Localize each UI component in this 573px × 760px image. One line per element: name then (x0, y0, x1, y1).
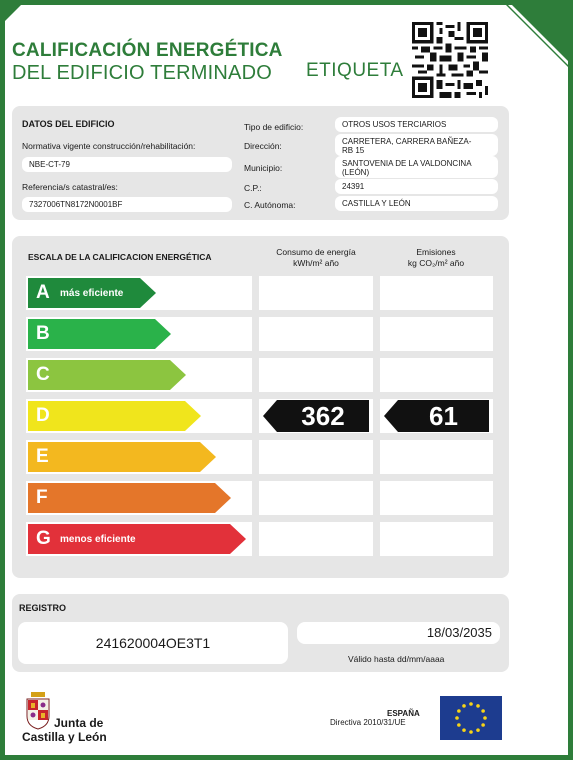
eu-star (469, 702, 473, 706)
eu-star (462, 728, 466, 732)
corner-decoration (0, 0, 26, 26)
energy-class-text: más eficiente (60, 288, 124, 299)
tipo-label: Tipo de edificio: (244, 122, 304, 132)
junta-logo-line1: Junta de (54, 716, 104, 730)
registro-valid-label: Válido hasta dd/mm/aaaa (348, 654, 445, 664)
coat-of-arms-icon (24, 692, 52, 730)
direccion-line2: RB 15 (342, 146, 365, 155)
scale-cell (259, 481, 373, 515)
normativa-field: NBE-CT-79 (22, 157, 232, 172)
registro-date: 18/03/2035 (297, 622, 500, 644)
energy-class-letter: G (36, 528, 51, 549)
eu-star (469, 730, 473, 734)
scale-cell (380, 358, 493, 392)
municipio-label: Municipio: (244, 163, 283, 173)
eu-flag-icon (440, 696, 502, 740)
junta-logo-line2: Castilla y León (22, 730, 107, 744)
energy-class-bar-f (28, 483, 233, 513)
consumo-value: 362 (301, 401, 345, 431)
energy-class-letter: B (36, 323, 50, 344)
emisiones-header-line2: kg CO₂/m² año (407, 258, 465, 268)
municipio-line1: SANTOVENIA DE LA VALDONCINA (342, 159, 472, 168)
tipo-field: OTROS USOS TERCIARIOS (335, 117, 498, 132)
cp-field: 24391 (335, 179, 498, 194)
autonoma-label: C. Autónoma: (244, 200, 296, 210)
page-title: CALIFICACIÓN ENERGÉTICA (12, 40, 283, 61)
normativa-label: Normativa vigente construcción/rehabilitación: (22, 141, 196, 151)
energy-class-letter: F (36, 487, 48, 508)
emisiones-header-line1: Emisiones (416, 247, 456, 257)
directive-label: Directiva 2010/31/UE (330, 718, 406, 727)
emisiones-header (379, 247, 493, 269)
energy-class-text: menos eficiente (60, 534, 136, 545)
label-etiqueta: ETIQUETA (306, 60, 404, 81)
qr-code-icon (412, 22, 488, 98)
page-subtitle: DEL EDIFICIO TERMINADO (12, 62, 272, 84)
direccion-label: Dirección: (244, 141, 282, 151)
country-label: ESPAÑA (387, 709, 420, 718)
energy-class-bar-e (28, 442, 218, 472)
eu-star (483, 716, 487, 720)
scale-cell (259, 358, 373, 392)
consumo-header (258, 247, 374, 269)
eu-star (455, 716, 459, 720)
scale-cell (380, 440, 493, 474)
referencia-label: Referencia/s catastral/es: (22, 182, 118, 192)
energy-class-letter: C (36, 364, 50, 385)
scale-cell (259, 317, 373, 351)
consumo-header-line1: Consumo de energía (276, 247, 356, 257)
registro-section-title: REGISTRO (19, 603, 67, 613)
energy-class-letter: E (36, 446, 49, 467)
consumo-header-line2: kWh/m² año (293, 258, 339, 268)
autonoma-field: CASTILLA Y LEÓN (335, 196, 498, 211)
energy-class-bar-c (28, 360, 188, 390)
municipio-line2: (LEÓN) (342, 168, 370, 177)
eu-star (476, 704, 480, 708)
building-section-title: DATOS DEL EDIFICIO (22, 119, 115, 129)
direccion-line1: CARRETERA, CARRERA BAÑEZA- (342, 137, 472, 146)
energy-class-letter: A (36, 282, 50, 303)
eu-star (457, 709, 461, 713)
scale-cell (259, 440, 373, 474)
energy-class-bar-b (28, 319, 173, 349)
scale-cell (259, 276, 373, 310)
scale-section-title: ESCALA DE LA CALIFICACION ENERGÉTICA (28, 252, 212, 262)
referencia-field: 7327006TN8172N0001BF (22, 197, 232, 212)
scale-cell (380, 522, 493, 556)
eu-star (462, 704, 466, 708)
scale-cell (380, 276, 493, 310)
eu-star (476, 728, 480, 732)
emisiones-value: 61 (429, 401, 458, 431)
scale-cell (380, 317, 493, 351)
energy-class-bar-d (28, 401, 203, 431)
registro-number: 241620004OE3T1 (18, 622, 288, 664)
energy-class-letter: D (36, 405, 50, 426)
corner-decoration (512, 5, 568, 61)
scale-cell (259, 522, 373, 556)
scale-cell (380, 481, 493, 515)
municipio-field (335, 156, 498, 178)
eu-star (481, 723, 485, 727)
cp-label: C.P.: (244, 183, 262, 193)
eu-star (481, 709, 485, 713)
eu-star (457, 723, 461, 727)
direccion-field (335, 134, 498, 156)
